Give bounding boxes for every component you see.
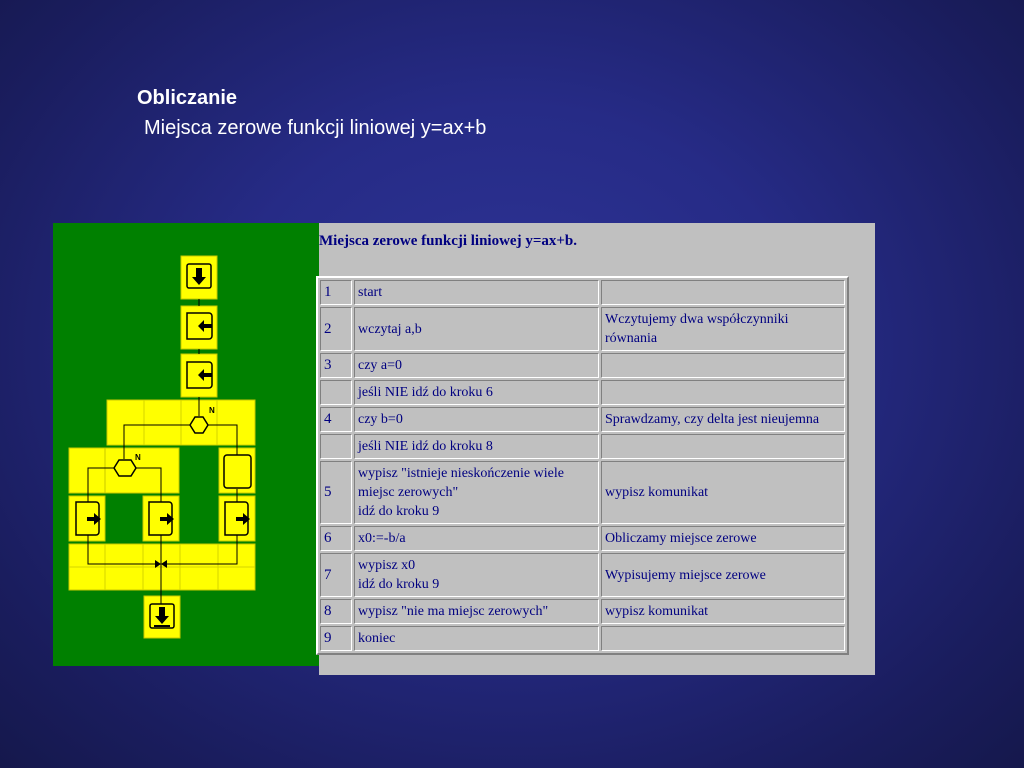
output-arrow-icon [149, 502, 174, 535]
table-row [320, 380, 845, 405]
step-command-cell: koniec [354, 626, 599, 651]
step-comment-cell: Sprawdzamy, czy delta jest nieujemna [601, 407, 845, 432]
table-row [320, 353, 845, 378]
table-row [320, 407, 845, 432]
step-command-cell: wczytaj a,b [354, 307, 599, 351]
step-number-cell: 5 [320, 461, 352, 524]
start-arrow-down-icon [187, 264, 211, 288]
step-comment-cell: Obliczamy miejsce zerowe [601, 526, 845, 551]
step-command-cell: wypisz "nie ma miejsc zerowych" [354, 599, 599, 624]
step-command-cell: x0:=-b/a [354, 526, 599, 551]
table-row [320, 626, 845, 651]
step-command-cell: wypisz "istnieje nieskończenie wiele miejsc zerowych" idź do kroku 9 [354, 461, 599, 524]
step-command-cell: jeśli NIE idź do kroku 6 [354, 380, 599, 405]
step-command-cell: czy a=0 [354, 353, 599, 378]
step-comment-cell: Wczytujemy dwa współczynniki równania [601, 307, 845, 351]
step-comment-cell: wypisz komunikat [601, 461, 845, 524]
step-comment-cell [601, 626, 845, 651]
step-number-cell [320, 434, 352, 459]
slide-subtitle: Miejsca zerowe funkcji liniowej y=ax+b [144, 117, 487, 139]
step-comment-cell [601, 280, 845, 305]
flowchart-diagram [53, 223, 319, 666]
step-number-cell: 1 [320, 280, 352, 305]
step-command-cell: jeśli NIE idź do kroku 8 [354, 434, 599, 459]
step-comment-cell: wypisz komunikat [601, 599, 845, 624]
output-arrow-icon [76, 502, 101, 535]
step-comment-cell [601, 353, 845, 378]
input-arrow-icon [187, 313, 212, 339]
table-row [320, 553, 845, 597]
svg-text:N: N [135, 453, 141, 462]
table-row [320, 307, 845, 351]
table-row [320, 599, 845, 624]
algorithm-panel [319, 223, 875, 675]
input-arrow-icon [187, 362, 212, 388]
table-row [320, 461, 845, 524]
algorithm-steps-table [316, 276, 849, 655]
output-arrow-icon [225, 502, 250, 535]
table-row [320, 526, 845, 551]
step-number-cell: 6 [320, 526, 352, 551]
empty-block-icon [224, 455, 251, 488]
svg-text:N: N [209, 406, 215, 415]
step-comment-cell [601, 434, 845, 459]
step-number-cell: 9 [320, 626, 352, 651]
table-row [320, 434, 845, 459]
step-command-cell: start [354, 280, 599, 305]
step-number-cell: 2 [320, 307, 352, 351]
slide-title: Obliczanie [137, 87, 238, 109]
step-comment-cell: Wypisujemy miejsce zerowe [601, 553, 845, 597]
end-arrow-down-icon [150, 604, 174, 628]
step-number-cell: 7 [320, 553, 352, 597]
step-command-cell: czy b=0 [354, 407, 599, 432]
step-number-cell: 8 [320, 599, 352, 624]
step-number-cell [320, 380, 352, 405]
step-comment-cell [601, 380, 845, 405]
step-number-cell: 3 [320, 353, 352, 378]
table-row [320, 280, 845, 305]
algorithm-heading: Miejsca zerowe funkcji liniowej y=ax+b. [319, 233, 578, 249]
step-number-cell: 4 [320, 407, 352, 432]
flowchart-panel [53, 223, 319, 666]
flow-block-condition-b [69, 448, 105, 493]
step-command-cell: wypisz x0 idź do kroku 9 [354, 553, 599, 597]
